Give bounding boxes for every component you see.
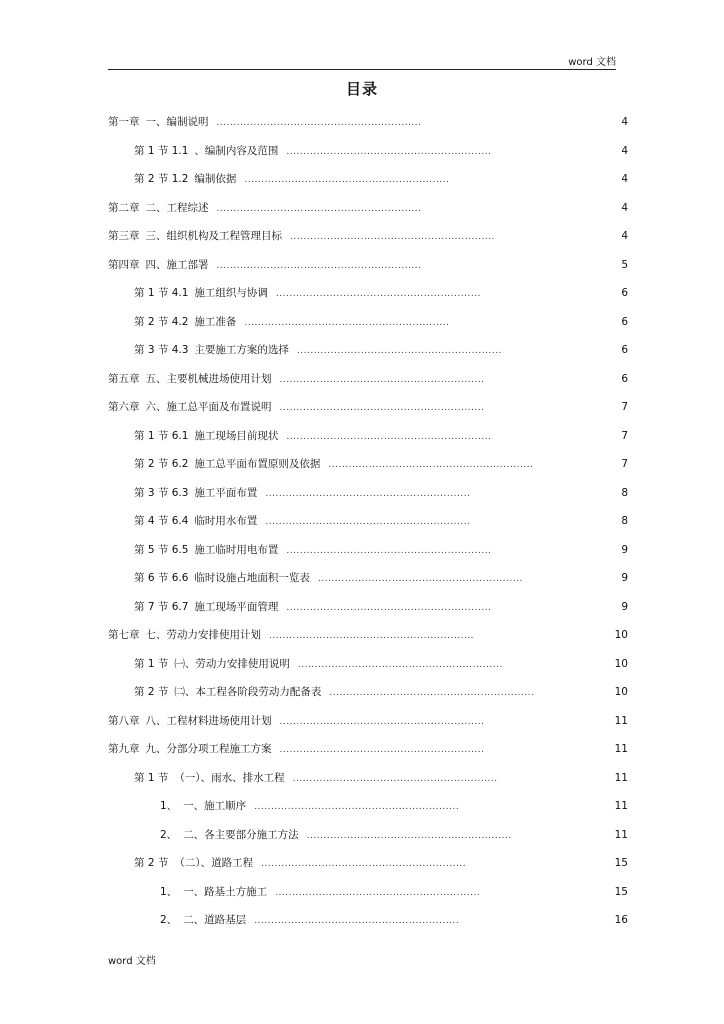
toc-leader-dots: ............................................................. — [216, 118, 422, 128]
toc-entry[interactable] — [108, 678, 628, 707]
toc-leader-dots: ............................................................. — [286, 545, 492, 556]
toc-entry-page: 6 — [621, 344, 628, 356]
toc-leader-dots: ............................................................. — [306, 830, 512, 841]
toc-leader-dots: ............................................................. — [275, 289, 481, 299]
toc-entry[interactable] — [108, 336, 628, 365]
toc-entry-page: 7 — [621, 429, 628, 442]
toc-leader-dots: ............................................................. — [317, 574, 523, 584]
toc-leader-dots: ............................................................. — [254, 916, 460, 926]
toc-entry[interactable] — [108, 536, 628, 565]
toc-leader-dots: ............................................................. — [328, 460, 534, 470]
toc-entry-page: 11 — [614, 800, 628, 812]
toc-leader-dots: ............................................................. — [254, 802, 460, 812]
toc-leader-dots: ............................................................. — [265, 488, 471, 499]
toc-entry-number: 第 2 节 6.2 — [134, 458, 189, 470]
toc-entry-number: 第 1 节 6.1 — [134, 429, 189, 442]
toc-entry-title: 九、分部分项工程施工方案 — [145, 743, 272, 755]
toc-entry-title: 八、工程材料进场使用计划 — [145, 714, 272, 727]
toc-entry-number: 第 2 节 1.2 — [134, 173, 189, 185]
toc-entry-title: 二、工程综述 — [145, 201, 209, 214]
toc-entry-number: 第 1 节 4.1 — [134, 287, 189, 299]
toc-entry-title: （一）、雨水、排水工程 — [174, 771, 285, 784]
toc-entry-title: 施工临时用电布置 — [194, 543, 279, 556]
toc-entry-number: 第四章 — [108, 258, 140, 271]
toc-entry-page: 4 — [621, 116, 628, 128]
toc-leader-dots: ............................................................. — [286, 431, 492, 442]
toc-entry[interactable] — [108, 308, 628, 337]
toc-entry-number: 2、 — [160, 828, 178, 841]
toc-entry-title: 主要施工方案的选择 — [194, 344, 289, 356]
toc-entry-title: 施工准备 — [194, 315, 237, 328]
toc-entry-number: 第一章 — [108, 116, 140, 128]
toc-entry-page: 6 — [621, 315, 628, 328]
toc-leader-dots: ............................................................. — [290, 232, 496, 242]
toc-entry-page: 15 — [614, 885, 628, 898]
toc-entry-title: ㈠、劳动力安排使用说明 — [174, 657, 290, 670]
toc-entry-number: 1、 — [160, 800, 178, 812]
toc-entry-page: 6 — [621, 287, 628, 299]
toc-entry[interactable] — [108, 906, 628, 935]
toc-entry-title: 施工现场目前现状 — [194, 429, 279, 442]
toc-entry[interactable] — [108, 735, 628, 764]
toc-entry-number: 第 6 节 6.6 — [134, 572, 189, 584]
toc-entry[interactable] — [108, 593, 628, 622]
toc-leader-dots: ............................................................. — [265, 517, 471, 527]
toc-leader-dots: ............................................................. — [286, 146, 492, 157]
toc-entry-number: 第 2 节 — [134, 686, 169, 698]
toc-leader-dots: ............................................................. — [292, 773, 498, 784]
toc-entry-number: 第九章 — [108, 743, 140, 755]
toc-entry-page: 4 — [621, 230, 628, 242]
toc-entry[interactable] — [108, 422, 628, 451]
toc-leader-dots: ............................................................. — [244, 175, 450, 185]
toc-leader-dots: ............................................................. — [269, 631, 475, 641]
toc-entry-page: 15 — [614, 857, 628, 869]
toc-entry[interactable] — [108, 137, 628, 166]
toc-entry-number: 第 1 节 — [134, 771, 169, 784]
toc-entry-number: 1、 — [160, 885, 178, 898]
toc-entry-page: 10 — [614, 686, 628, 698]
toc-entry-number: 第 1 节 — [134, 657, 169, 670]
toc-entry-number: 第 2 节 — [134, 857, 169, 869]
toc-entry[interactable] — [108, 564, 628, 593]
toc-entry[interactable] — [108, 878, 628, 907]
toc-entry-title: 二、道路基层 — [183, 914, 247, 926]
toc-leader-dots: ............................................................. — [297, 659, 503, 670]
toc-entry[interactable] — [108, 222, 628, 251]
toc-entry-title: 二、各主要部分施工方法 — [183, 828, 299, 841]
toc-entry-number: 第六章 — [108, 401, 140, 413]
toc-entry-number: 第七章 — [108, 629, 140, 641]
toc-entry-page: 5 — [621, 258, 628, 271]
toc-entry-title: 六、施工总平面及布置说明 — [145, 401, 272, 413]
toc-entry-title: 一、路基土方施工 — [183, 885, 268, 898]
toc-entry-number: 第 5 节 6.5 — [134, 543, 189, 556]
toc-entry-title: 一、施工顺序 — [183, 800, 247, 812]
page-title: 目录 — [345, 80, 378, 98]
toc-entry-title: 施工现场平面管理 — [194, 600, 279, 613]
toc-entry-number: 第 7 节 6.7 — [134, 600, 189, 613]
toc-entry-title: 编制依据 — [194, 173, 237, 185]
toc-entry-title: 临时设施占地面积一览表 — [194, 572, 310, 584]
toc-entry[interactable] — [108, 792, 628, 821]
header-divider — [108, 69, 616, 70]
toc-entry-number: 2、 — [160, 914, 178, 926]
toc-entry-page: 8 — [621, 515, 628, 527]
toc-entry[interactable] — [108, 821, 628, 850]
toc-entry[interactable] — [108, 764, 628, 793]
toc-entry[interactable] — [108, 194, 628, 223]
toc-entry-number: 第五章 — [108, 372, 140, 385]
toc-entry-page: 8 — [621, 486, 628, 499]
toc-leader-dots: ............................................................. — [296, 346, 502, 356]
toc-leader-dots: ............................................................. — [279, 716, 485, 727]
toc-leader-dots: ............................................................. — [329, 688, 535, 698]
toc-entry[interactable] — [108, 108, 628, 137]
toc-entry-page: 6 — [621, 372, 628, 385]
toc-entry-number: 第 1 节 1.1 — [134, 144, 189, 157]
toc-entry[interactable] — [108, 393, 628, 422]
toc-entry-page: 11 — [614, 828, 628, 841]
toc-entry-title: 施工平面布置 — [194, 486, 258, 499]
toc-entry-number: 第三章 — [108, 230, 140, 242]
toc-entry[interactable] — [108, 621, 628, 650]
toc-entry-page: 16 — [614, 914, 628, 926]
toc-leader-dots: ............................................................. — [279, 745, 485, 755]
page-footer-label: word 文档 — [108, 956, 156, 967]
toc-leader-dots: ............................................................. — [279, 374, 485, 385]
table-of-contents — [108, 108, 628, 935]
toc-entry-title: 、编制内容及范围 — [194, 144, 279, 157]
toc-entry[interactable] — [108, 165, 628, 194]
toc-entry-title: 七、劳动力安排使用计划 — [145, 629, 261, 641]
toc-entry-page: 4 — [621, 144, 628, 157]
toc-entry-title: ㈡、本工程各阶段劳动力配备表 — [174, 686, 322, 698]
toc-entry-page: 10 — [614, 629, 628, 641]
toc-leader-dots: ............................................................. — [216, 260, 422, 271]
toc-entry-number: 第八章 — [108, 714, 140, 727]
toc-entry-title: 四、施工部署 — [145, 258, 209, 271]
toc-entry-page: 4 — [621, 173, 628, 185]
toc-entry[interactable] — [108, 707, 628, 736]
toc-entry-title: 三、组织机构及工程管理目标 — [145, 230, 282, 242]
toc-entry-page: 4 — [621, 201, 628, 214]
toc-entry-page: 7 — [621, 458, 628, 470]
toc-entry-title: 五、主要机械进场使用计划 — [145, 372, 272, 385]
toc-entry-page: 9 — [621, 572, 628, 584]
toc-entry-number: 第二章 — [108, 201, 140, 214]
toc-leader-dots: ............................................................. — [216, 203, 422, 214]
toc-entry[interactable] — [108, 450, 628, 479]
toc-entry-page: 11 — [614, 743, 628, 755]
toc-entry-number: 第 3 节 6.3 — [134, 486, 189, 499]
toc-leader-dots: ............................................................. — [279, 403, 485, 413]
toc-leader-dots: ............................................................. — [244, 317, 450, 328]
toc-entry[interactable] — [108, 650, 628, 679]
toc-entry[interactable] — [108, 365, 628, 394]
toc-entry-title: 施工组织与协调 — [194, 287, 268, 299]
toc-entry[interactable] — [108, 251, 628, 280]
toc-leader-dots: ............................................................. — [261, 859, 467, 869]
page-header-label: word 文档 — [568, 57, 616, 68]
toc-entry-title: 一、编制说明 — [145, 116, 209, 128]
toc-entry-title: 施工总平面布置原则及依据 — [194, 458, 321, 470]
toc-entry-page: 10 — [614, 657, 628, 670]
toc-entry-number: 第 3 节 4.3 — [134, 344, 189, 356]
toc-entry-title: （二）、道路工程 — [174, 857, 254, 869]
toc-entry-title: 临时用水布置 — [194, 515, 258, 527]
toc-leader-dots: ............................................................. — [275, 887, 481, 898]
toc-entry-number: 第 4 节 6.4 — [134, 515, 189, 527]
toc-entry-page: 7 — [621, 401, 628, 413]
toc-entry-page: 11 — [614, 771, 628, 784]
toc-leader-dots: ............................................................. — [286, 602, 492, 613]
toc-entry[interactable] — [108, 279, 628, 308]
toc-entry-page: 9 — [621, 600, 628, 613]
toc-entry[interactable] — [108, 479, 628, 508]
toc-entry-page: 11 — [614, 714, 628, 727]
toc-entry-page: 9 — [621, 543, 628, 556]
toc-entry-number: 第 2 节 4.2 — [134, 315, 189, 328]
toc-entry[interactable] — [108, 507, 628, 536]
toc-entry[interactable] — [108, 849, 628, 878]
